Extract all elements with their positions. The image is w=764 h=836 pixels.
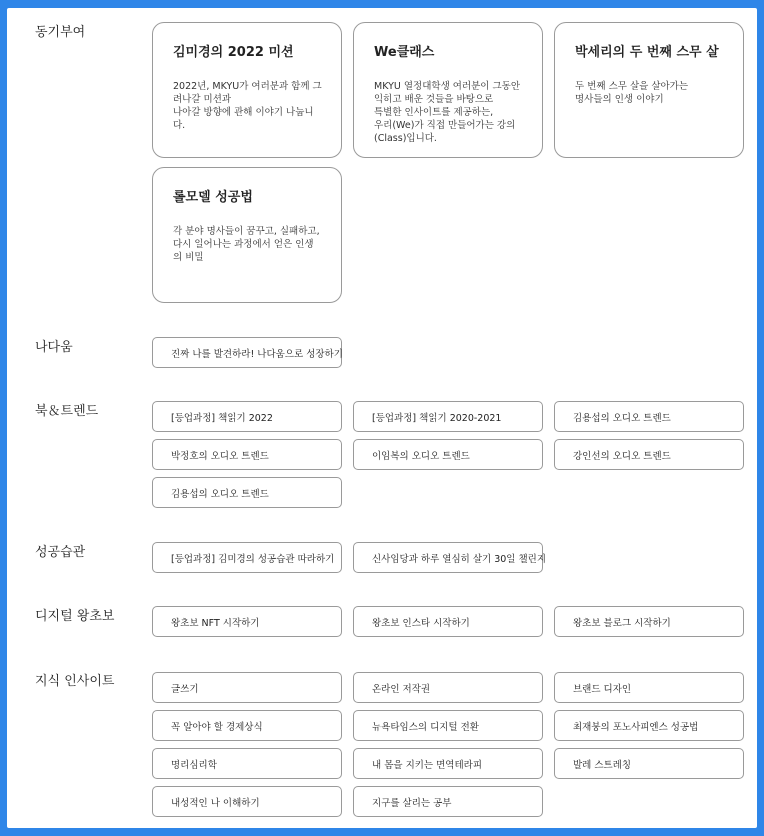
course-item[interactable] [353, 439, 543, 470]
course-item[interactable] [152, 710, 342, 741]
course-item[interactable] [152, 542, 342, 573]
course-item[interactable] [152, 337, 342, 368]
course-item[interactable] [554, 439, 744, 470]
course-card[interactable] [554, 22, 744, 158]
card-title: We클래스 [374, 45, 435, 60]
item-grid [152, 337, 745, 375]
course-item-label: 왕초보 블로그 시작하기 [573, 617, 671, 629]
category-title: 동기부여 [35, 25, 86, 40]
item-grid [152, 401, 745, 515]
course-card[interactable] [152, 22, 342, 158]
item-grid [152, 542, 745, 580]
course-item[interactable] [152, 439, 342, 470]
page-frame [7, 8, 757, 828]
card-description: 두 번째 스무 살을 살아가는 명사들의 인생 이야기 [575, 81, 689, 105]
item-grid [152, 606, 745, 644]
course-item[interactable] [353, 710, 543, 741]
course-item-label: 글쓰기 [171, 683, 199, 695]
course-item[interactable] [152, 786, 342, 817]
course-item[interactable] [554, 606, 744, 637]
course-item[interactable] [152, 477, 342, 508]
course-item-label: 강인선의 오디오 트렌드 [573, 450, 671, 462]
course-item-label: 박정호의 오디오 트렌드 [171, 450, 269, 462]
course-item-label: 왕초보 NFT 시작하기 [171, 617, 260, 629]
course-item-label: 신사임당과 하루 열심히 살기 30일 챌린지 [372, 553, 547, 565]
course-item[interactable] [152, 672, 342, 703]
category-title: 지식 인사이트 [35, 674, 115, 689]
card-description: MKYU 열정대학생 여러분이 그동안 익히고 배운 것들을 바탕으로 특별한 인사이트를 제공하는, 우리(We)가 직접 만들어가는 강의 (Class)입니다. [374, 81, 521, 144]
card-grid [152, 22, 745, 312]
card-title: 박세리의 두 번째 스무 살 [575, 45, 719, 60]
course-item-label: 꼭 알아야 할 경제상식 [171, 721, 263, 733]
course-item-label: 뉴욕타임스의 디지털 전환 [372, 721, 479, 733]
course-item[interactable] [353, 786, 543, 817]
course-item[interactable] [554, 672, 744, 703]
category-title: 나다움 [35, 340, 73, 355]
course-item-label: 왕초보 인스타 시작하기 [372, 617, 470, 629]
course-item[interactable] [554, 401, 744, 432]
course-card[interactable] [353, 22, 543, 158]
course-item[interactable] [554, 710, 744, 741]
course-item[interactable] [554, 748, 744, 779]
card-description: 각 분야 명사들이 꿈꾸고, 실패하고, 다시 일어나는 과정에서 얻은 인생 의 비밀 [173, 226, 320, 263]
course-item[interactable] [353, 748, 543, 779]
course-item-label: 발레 스트레칭 [573, 759, 632, 771]
course-item-label: 명리심리학 [171, 759, 217, 771]
category-title: 디지털 왕초보 [35, 609, 115, 624]
course-item-label: 김용섭의 오디오 트렌드 [573, 412, 671, 424]
card-title: 롤모델 성공법 [173, 190, 253, 205]
course-item-label: [등업과정] 김미경의 성공습관 따라하기 [171, 553, 335, 565]
course-item-label: 이임복의 오디오 트렌드 [372, 450, 470, 462]
course-item[interactable] [152, 606, 342, 637]
course-item[interactable] [353, 542, 547, 573]
course-item[interactable] [152, 401, 342, 432]
course-item-label: 내성적인 나 이해하기 [171, 797, 260, 809]
course-item-label: 진짜 나를 발견하라! 나다움으로 성장하기 [171, 348, 343, 360]
category-title: 성공습관 [35, 545, 86, 560]
course-item-label: 최재붕의 포노사피엔스 성공법 [573, 721, 699, 733]
course-item[interactable] [353, 606, 543, 637]
course-item-label: [등업과정] 책읽기 2022 [171, 412, 273, 424]
course-item[interactable] [152, 748, 342, 779]
course-item-label: [등업과정] 책읽기 2020-2021 [372, 412, 502, 424]
course-item-label: 브랜드 디자인 [573, 683, 632, 695]
course-item[interactable] [353, 401, 543, 432]
category-title: 북＆트렌드 [35, 404, 99, 419]
item-grid [152, 672, 745, 824]
card-title: 김미경의 2022 미션 [173, 45, 294, 60]
course-item[interactable] [353, 672, 543, 703]
course-item-label: 내 몸을 지키는 면역테라피 [372, 759, 483, 771]
course-item-label: 김용섭의 오디오 트렌드 [171, 488, 269, 500]
card-description: 2022년, MKYU가 여러분과 함께 그 려나갈 미션과 나아갈 방향에 관해 이야기 나눕니 다. [173, 81, 322, 131]
course-item-label: 지구를 살리는 공부 [372, 797, 452, 809]
course-item-label: 온라인 저작권 [372, 683, 431, 695]
course-card[interactable] [152, 167, 342, 303]
